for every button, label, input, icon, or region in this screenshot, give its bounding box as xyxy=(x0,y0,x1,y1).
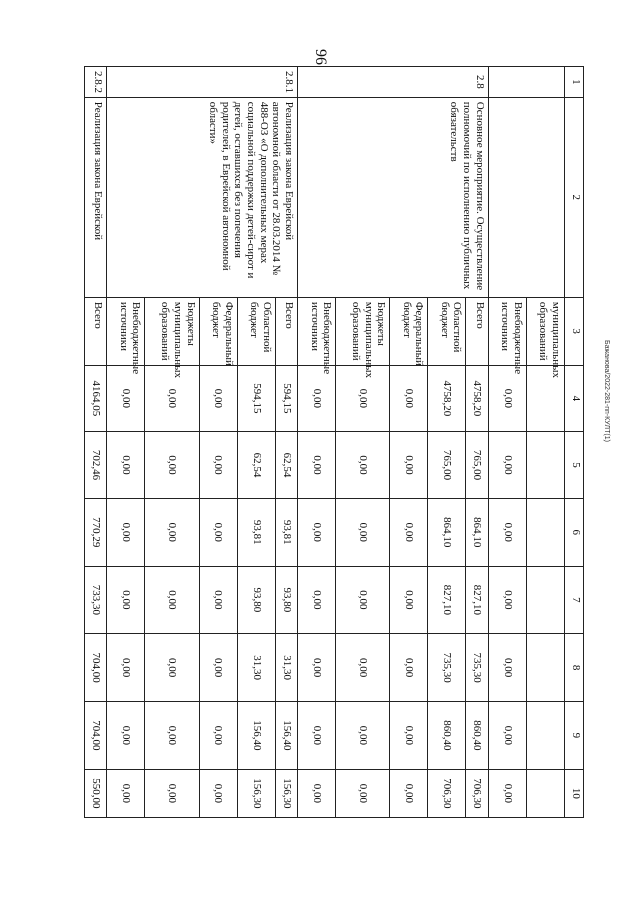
value-cell: 550,00 xyxy=(85,769,107,817)
value-cell: 0,00 xyxy=(107,432,145,499)
value-cell: 0,00 xyxy=(145,498,199,566)
measure-name-cell: Реализация закона Еврейской автономной области от 28.03.2014 № 488-ОЗ «О дополнительных мерах социальной поддержки детей-сирот и детей, оставшихся без попечения родителей, в Еврейской автономной области» xyxy=(107,97,298,297)
funding-source-cell: Федеральный бюджет xyxy=(390,297,428,365)
value-cell: 0,00 xyxy=(199,432,237,499)
row-number-cell: 2.8 xyxy=(298,67,489,98)
value-cell: 0,00 xyxy=(488,566,526,634)
page-number: 96 xyxy=(312,49,329,65)
header-cell: 8 xyxy=(565,634,584,702)
header-cell: 9 xyxy=(565,701,584,769)
header-row xyxy=(565,67,584,818)
value-cell xyxy=(526,566,564,634)
document-code: Бажанова/2022-281-пп-КУЛТ(1) xyxy=(603,340,610,442)
value-cell: 0,00 xyxy=(488,498,526,566)
funding-source-cell: муниципальных образований xyxy=(526,297,564,365)
value-cell: 31,30 xyxy=(237,634,275,702)
value-cell: 0,00 xyxy=(390,365,428,432)
value-cell: 0,00 xyxy=(336,701,390,769)
header-cell: 3 xyxy=(565,297,584,365)
funding-source-cell: Областной бюджет xyxy=(237,297,275,365)
row-number-cell: 2.8.2 xyxy=(85,67,107,98)
funding-source-cell: Всего xyxy=(85,297,107,365)
value-cell: 594,15 xyxy=(237,365,275,432)
value-cell: 0,00 xyxy=(390,566,428,634)
value-cell: 765,00 xyxy=(428,432,466,499)
value-cell: 594,15 xyxy=(275,365,297,432)
funding-source-cell: Всего xyxy=(466,297,488,365)
value-cell: 0,00 xyxy=(298,701,336,769)
funding-source-cell: Федеральный бюджет xyxy=(199,297,237,365)
value-cell: 156,30 xyxy=(237,769,275,817)
value-cell: 0,00 xyxy=(107,769,145,817)
value-cell: 0,00 xyxy=(488,432,526,499)
table-row xyxy=(275,67,297,818)
value-cell: 735,30 xyxy=(428,634,466,702)
value-cell: 0,00 xyxy=(336,566,390,634)
value-cell: 860,40 xyxy=(466,701,488,769)
measure-name-cell xyxy=(488,97,564,297)
value-cell: 827,10 xyxy=(466,566,488,634)
value-cell: 0,00 xyxy=(107,701,145,769)
funding-source-cell: Бюджеты муниципальных образований xyxy=(336,297,390,365)
value-cell: 93,80 xyxy=(237,566,275,634)
value-cell: 0,00 xyxy=(390,769,428,817)
header-cell: 1 xyxy=(565,67,584,98)
table-body xyxy=(85,67,565,818)
value-cell: 0,00 xyxy=(199,498,237,566)
table-row xyxy=(526,67,564,818)
value-cell: 0,00 xyxy=(390,498,428,566)
value-cell: 93,81 xyxy=(237,498,275,566)
value-cell: 706,30 xyxy=(466,769,488,817)
value-cell: 0,00 xyxy=(336,432,390,499)
value-cell: 4758,20 xyxy=(428,365,466,432)
header-cell: 6 xyxy=(565,498,584,566)
value-cell: 704,00 xyxy=(85,634,107,702)
value-cell: 0,00 xyxy=(199,566,237,634)
row-number-cell: 2.8.1 xyxy=(107,67,298,98)
funding-source-cell: Бюджеты муниципальных образований xyxy=(145,297,199,365)
value-cell: 827,10 xyxy=(428,566,466,634)
value-cell: 0,00 xyxy=(298,634,336,702)
budget-table xyxy=(84,66,584,818)
value-cell: 0,00 xyxy=(390,701,428,769)
measure-name-cell: Реализация закона Еврейской xyxy=(85,97,107,297)
value-cell: 0,00 xyxy=(298,498,336,566)
value-cell: 0,00 xyxy=(199,769,237,817)
header-cell: 10 xyxy=(565,769,584,817)
value-cell: 0,00 xyxy=(488,365,526,432)
value-cell: 62,54 xyxy=(237,432,275,499)
value-cell: 0,00 xyxy=(145,769,199,817)
value-cell: 0,00 xyxy=(199,701,237,769)
value-cell: 864,10 xyxy=(466,498,488,566)
value-cell: 0,00 xyxy=(145,432,199,499)
value-cell: 0,00 xyxy=(107,566,145,634)
value-cell: 0,00 xyxy=(336,498,390,566)
value-cell: 0,00 xyxy=(107,498,145,566)
value-cell: 156,40 xyxy=(275,701,297,769)
value-cell: 0,00 xyxy=(107,634,145,702)
value-cell: 765,00 xyxy=(466,432,488,499)
rotated-table-container xyxy=(84,66,584,818)
value-cell: 4758,20 xyxy=(466,365,488,432)
value-cell xyxy=(526,701,564,769)
table-row xyxy=(466,67,488,818)
value-cell xyxy=(526,769,564,817)
value-cell: 0,00 xyxy=(488,634,526,702)
value-cell: 0,00 xyxy=(145,701,199,769)
value-cell xyxy=(526,498,564,566)
value-cell: 733,30 xyxy=(85,566,107,634)
value-cell: 0,00 xyxy=(107,365,145,432)
value-cell: 0,00 xyxy=(145,365,199,432)
value-cell: 735,30 xyxy=(466,634,488,702)
value-cell: 864,10 xyxy=(428,498,466,566)
value-cell: 0,00 xyxy=(336,365,390,432)
row-number-cell xyxy=(488,67,564,98)
value-cell: 0,00 xyxy=(145,566,199,634)
value-cell: 0,00 xyxy=(488,769,526,817)
funding-source-cell: Областной бюджет xyxy=(428,297,466,365)
value-cell: 0,00 xyxy=(298,365,336,432)
value-cell: 0,00 xyxy=(298,432,336,499)
value-cell: 706,30 xyxy=(428,769,466,817)
value-cell: 0,00 xyxy=(336,769,390,817)
funding-source-cell: Внебюджетные источники xyxy=(298,297,336,365)
value-cell xyxy=(526,432,564,499)
value-cell: 31,30 xyxy=(275,634,297,702)
header-cell: 7 xyxy=(565,566,584,634)
value-cell: 770,29 xyxy=(85,498,107,566)
header-cell: 2 xyxy=(565,97,584,297)
table-row xyxy=(85,67,107,818)
value-cell: 156,40 xyxy=(237,701,275,769)
value-cell: 0,00 xyxy=(390,432,428,499)
header-cell: 5 xyxy=(565,432,584,499)
header-cell: 4 xyxy=(565,365,584,432)
value-cell: 702,46 xyxy=(85,432,107,499)
value-cell: 860,40 xyxy=(428,701,466,769)
value-cell: 0,00 xyxy=(145,634,199,702)
value-cell: 0,00 xyxy=(199,365,237,432)
funding-source-cell: Внебюджетные источники xyxy=(488,297,526,365)
funding-source-cell: Внебюджетные источники xyxy=(107,297,145,365)
value-cell: 156,30 xyxy=(275,769,297,817)
value-cell: 93,81 xyxy=(275,498,297,566)
funding-source-cell: Всего xyxy=(275,297,297,365)
value-cell xyxy=(526,634,564,702)
value-cell: 62,54 xyxy=(275,432,297,499)
value-cell: 0,00 xyxy=(298,769,336,817)
value-cell: 0,00 xyxy=(390,634,428,702)
value-cell: 0,00 xyxy=(199,634,237,702)
measure-name-cell: Основное мероприятие. Осуществление полномочий по исполнению публичных обязательств xyxy=(298,97,489,297)
value-cell: 0,00 xyxy=(336,634,390,702)
value-cell: 93,80 xyxy=(275,566,297,634)
value-cell: 0,00 xyxy=(298,566,336,634)
value-cell: 704,00 xyxy=(85,701,107,769)
value-cell: 4164,05 xyxy=(85,365,107,432)
value-cell: 0,00 xyxy=(488,701,526,769)
